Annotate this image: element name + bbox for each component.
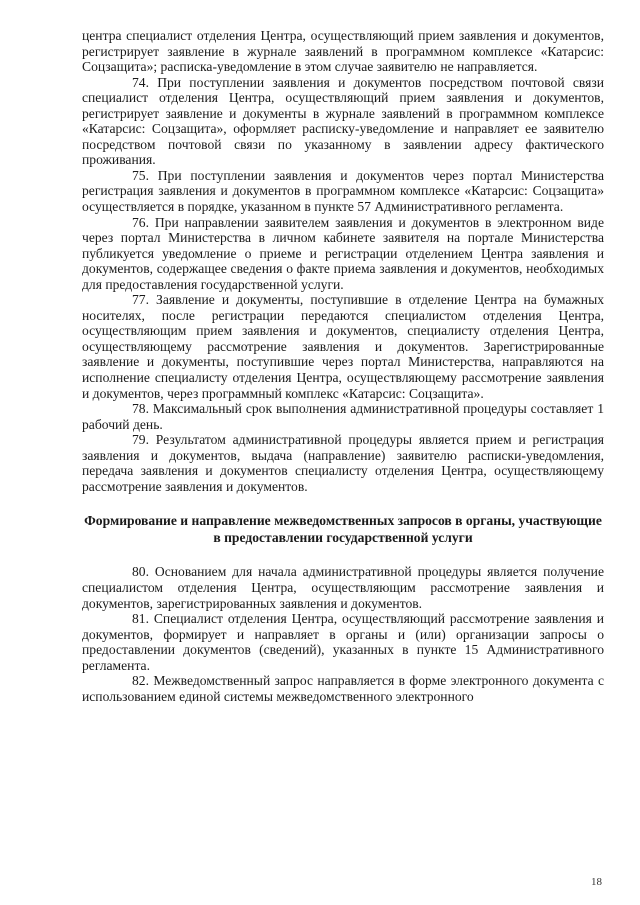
paragraph-78: 78. Максимальный срок выполнения административной процедуры составляет 1 рабочий день. xyxy=(82,401,604,432)
page-number: 18 xyxy=(591,876,602,888)
paragraph-80: 80. Основанием для начала административной процедуры является получение специалистом отделения Центра, осуществляющим рассмотрение заявления и документов, зарегистрированных заявления и документов. xyxy=(82,564,604,611)
paragraph-81: 81. Специалист отделения Центра, осуществляющий рассмотрение заявления и документов, формирует и направляет в органы и (или) организации запросы о предоставлении документов (сведений), указанных в пункте 15 Административного регламента. xyxy=(82,611,604,673)
paragraph-82: 82. Межведомственный запрос направляется в форме электронного документа с использованием единой системы межведомственного электронного xyxy=(82,673,604,704)
paragraph-74: 74. При поступлении заявления и документов посредством почтовой связи специалист отделения Центра, осуществляющий прием заявления и документов, регистрирует заявление и документы в журнале заявлений в программном комплексе «Катарсис: Соцзащита», оформляет расписку-уведомление и направляет ее заявителю посредством почтовой связи по указанному в заявлении адресу фактического проживания. xyxy=(82,74,604,168)
section-heading: Формирование и направление межведомственных запросов в органы, участвующие в предоставлении государственной услуги xyxy=(84,513,602,546)
paragraph-75: 75. При поступлении заявления и документов через портал Министерства регистрация заявления и документов в программном комплексе «Катарсис: Соцзащита» осуществляется в порядке, указанном в пункте 57 Административного регламента. xyxy=(82,167,604,215)
document-body xyxy=(82,28,604,704)
paragraph-79: 79. Результатом административной процедуры является прием и регистрация заявления и документов, выдача (направление) заявителю расписки-уведомления, передача заявления и документов специалисту отделения Центра, осуществляющему рассмотрение заявления и документов. xyxy=(82,432,604,494)
paragraph-continuation: центра специалист отделения Центра, осуществляющий прием заявления и документов, регистрирует заявление в журнале заявлений в программном комплексе «Катарсис: Соцзащита»; расписка-уведомление в этом случае заявителю не направляется. xyxy=(82,28,604,75)
paragraph-77: 77. Заявление и документы, поступившие в отделение Центра на бумажных носителях, после регистрации передаются специалистом отделения Центра, осуществляющим прием заявления и документов, специалисту отделения Центра, осуществляющему рассмотрение заявления и документов. Зарегистрированные заявление и документы, поступившие через портал Министерства, направляются на исполнение специалисту отделения Центра, осуществляющему рассмотрение заявления и документов, через программный комплекс «Катарсис: Соцзащита». xyxy=(82,292,604,401)
paragraph-76: 76. При направлении заявителем заявления и документов в электронном виде через портал Министерства в личном кабинете заявителя на портале Министерства публикуется уведомление о приеме и регистрации отделением Центра заявления и документов, содержащее сведения о факте приема заявления и документов, необходимых для предоставления государственной услуги. xyxy=(82,214,604,292)
